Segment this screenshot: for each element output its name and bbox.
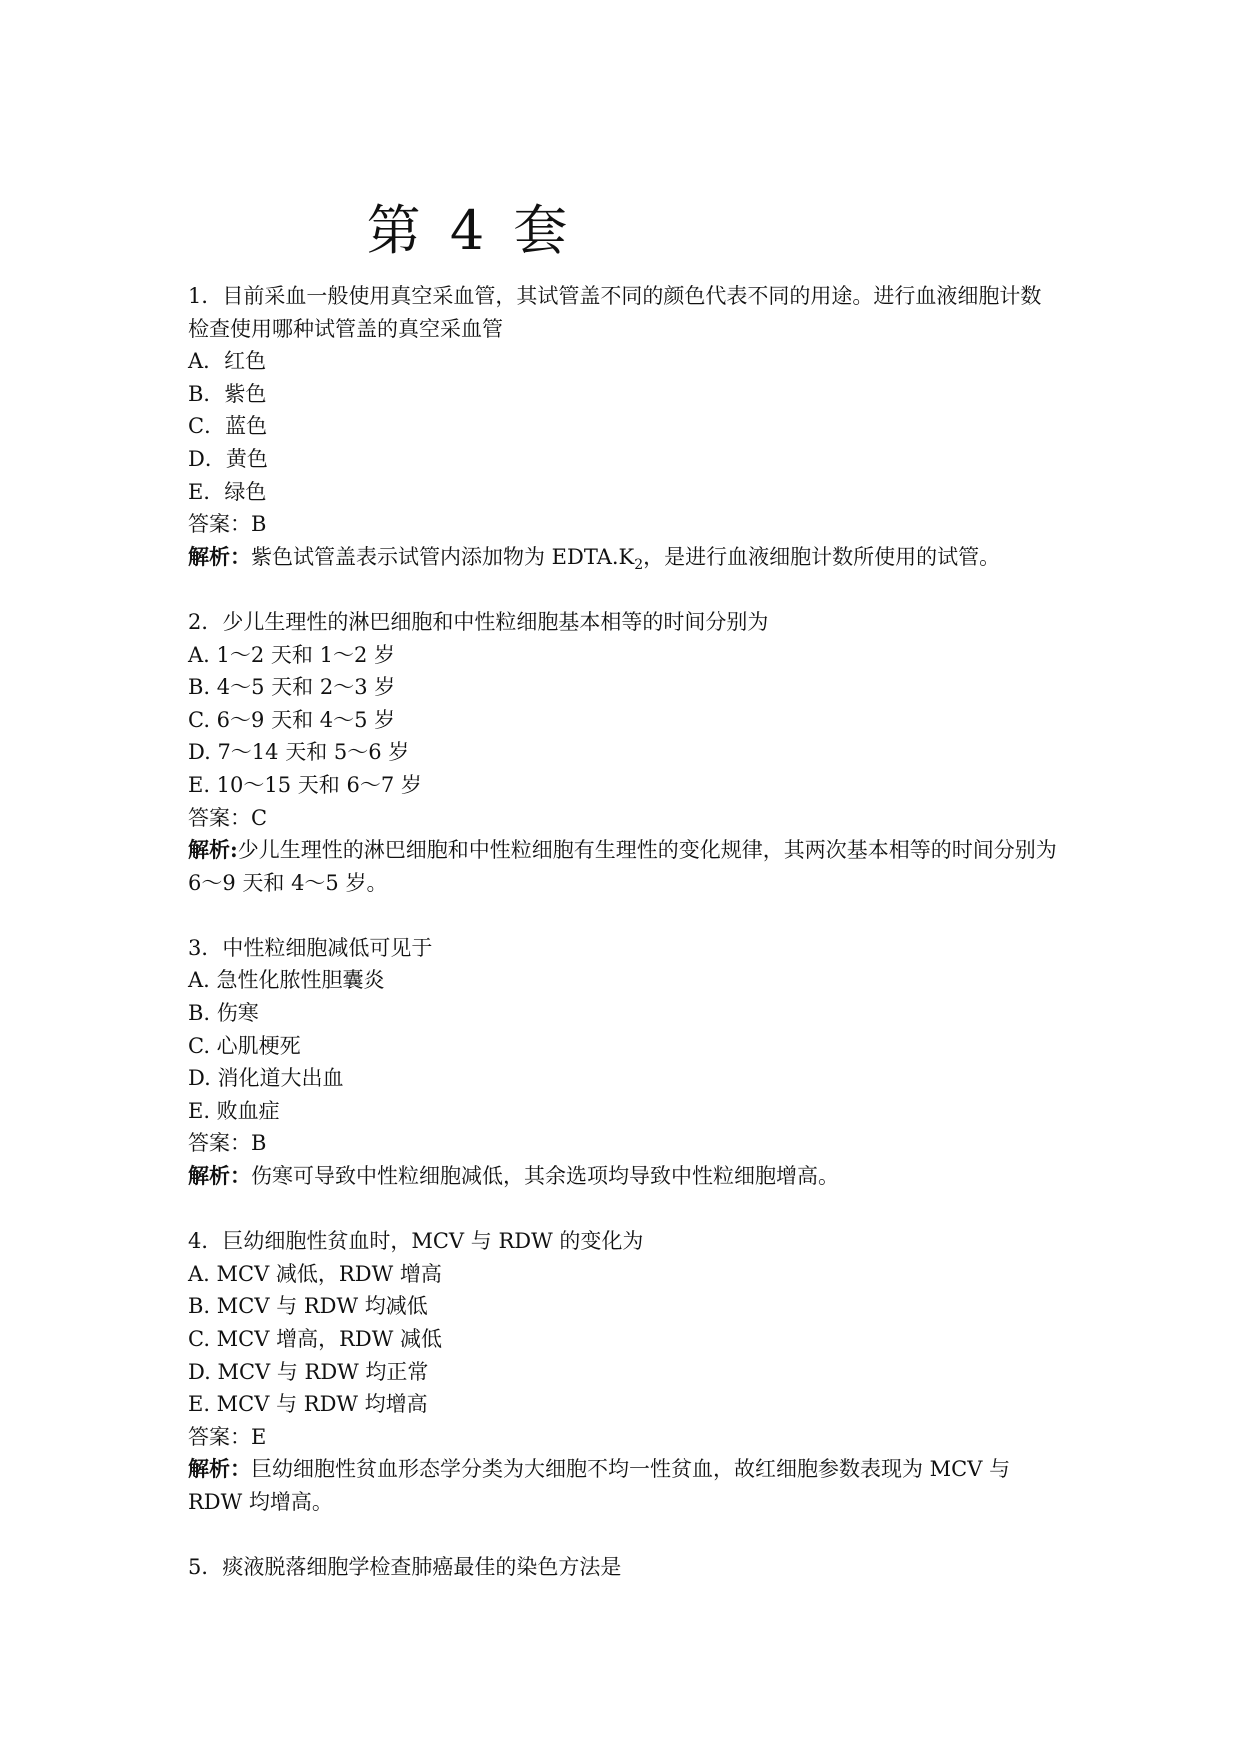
option-e: E. 10～15 天和 6～7 岁 <box>188 772 422 797</box>
option-c: C．蓝色 <box>188 414 268 439</box>
option-d: D. 消化道大出血 <box>188 1066 344 1091</box>
question-3 <box>188 932 1058 1193</box>
question-stem: 1．目前采血一般使用真空采血管，其试管盖不同的颜色代表不同的用途。进行血液细胞计数检查使用哪种试管盖的真空采血管 <box>188 284 1042 341</box>
analysis <box>188 541 1058 574</box>
analysis-text: 紫色试管盖表示试管内添加物为 EDTA.K <box>251 544 635 569</box>
option-a: A. 1～2 天和 1～2 岁 <box>188 642 395 667</box>
question-2 <box>188 606 1058 899</box>
answer: 答案：E <box>188 1424 267 1449</box>
question-stem: 2．少儿生理性的淋巴细胞和中性粒细胞基本相等的时间分别为 <box>188 609 769 634</box>
option-d: D．黄色 <box>188 446 268 471</box>
question-1 <box>188 280 1058 573</box>
option-e: E．绿色 <box>188 479 267 504</box>
question-4 <box>188 1225 1058 1518</box>
option-d: D. 7～14 天和 5～6 岁 <box>188 740 410 765</box>
page-title: 第 4 套 <box>366 199 574 262</box>
question-list <box>188 280 1058 1616</box>
option-b: B. 伤寒 <box>188 1001 259 1026</box>
analysis-text-end: ，是进行血液细胞计数所使用的试管。 <box>643 544 1001 569</box>
answer: 答案：C <box>188 805 268 830</box>
analysis-subscript: 2 <box>634 556 644 573</box>
analysis-text: 伤寒可导致中性粒细胞减低，其余选项均导致中性粒细胞增高。 <box>251 1164 839 1189</box>
option-b: B．紫色 <box>188 381 267 406</box>
question-stem: 3．中性粒细胞减低可见于 <box>188 935 433 960</box>
option-d: D. MCV 与 RDW 均正常 <box>188 1359 429 1384</box>
option-c: C. 心肌梗死 <box>188 1033 301 1058</box>
option-e: E. MCV 与 RDW 均增高 <box>188 1392 428 1417</box>
analysis-label: 解析： <box>188 1456 251 1482</box>
analysis <box>188 1453 1058 1518</box>
analysis-label: 解析: <box>188 837 238 863</box>
option-e: E. 败血症 <box>188 1098 280 1123</box>
answer: 答案：B <box>188 512 267 537</box>
question-stem: 4．巨幼细胞性贫血时，MCV 与 RDW 的变化为 <box>188 1229 644 1254</box>
option-a: A．红色 <box>188 349 267 374</box>
question-5 <box>188 1551 1058 1584</box>
analysis-text: 少儿生理性的淋巴细胞和中性粒细胞有生理性的变化规律，其两次基本相等的时间分别为 6～9 天和 4～5 岁。 <box>188 838 1057 895</box>
option-a: A. 急性化脓性胆囊炎 <box>188 968 385 993</box>
option-a: A. MCV 减低，RDW 增高 <box>188 1261 442 1286</box>
question-stem: 5．痰液脱落细胞学检查肺癌最佳的染色方法是 <box>188 1555 622 1580</box>
option-c: C. MCV 增高，RDW 减低 <box>188 1327 442 1351</box>
option-b: B. 4～5 天和 2～3 岁 <box>188 675 396 700</box>
option-c: C. 6～9 天和 4～5 岁 <box>188 707 396 732</box>
answer: 答案：B <box>188 1131 267 1156</box>
analysis-label: 解析： <box>188 1163 251 1189</box>
analysis-label: 解析： <box>188 543 251 569</box>
analysis-text: 巨幼细胞性贫血形态学分类为大细胞不均一性贫血，故红细胞参数表现为 MCV 与 RDW 均增高。 <box>188 1457 1011 1514</box>
analysis <box>188 1160 1058 1193</box>
option-b: B. MCV 与 RDW 均减低 <box>188 1294 428 1319</box>
analysis <box>188 834 1058 899</box>
